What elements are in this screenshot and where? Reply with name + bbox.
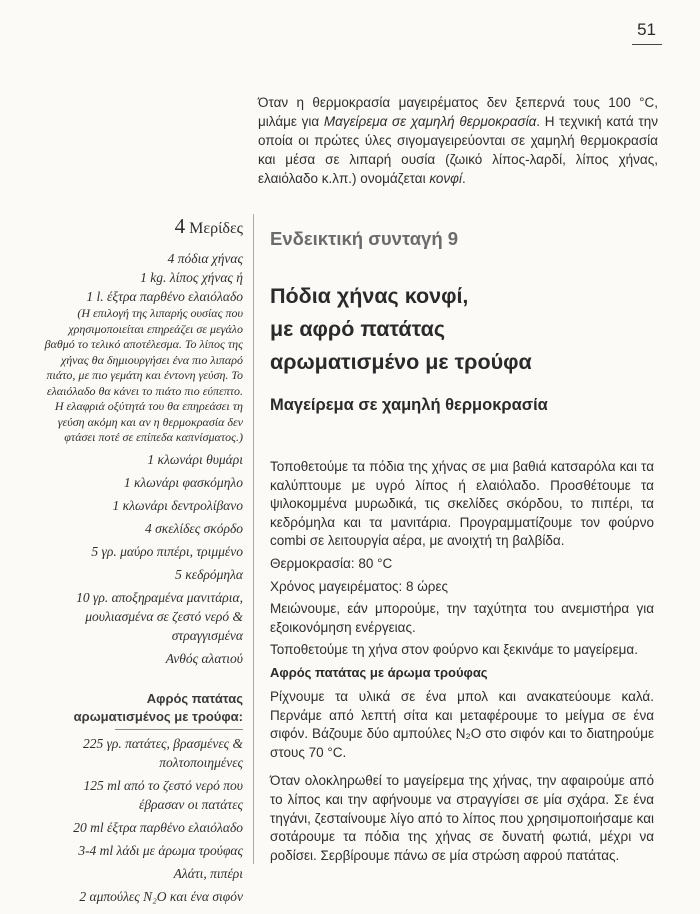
recipe-subtitle: Μαγείρεμα σε χαμηλή θερμοκρασία [270, 396, 548, 414]
intro-text-3: . [461, 171, 466, 186]
ingredient-item: 5 γρ. μαύρο πιπέρι, τριμμένο [91, 543, 243, 559]
foam-title-line-2: αρωματισμένος με τρούφα: [73, 708, 243, 724]
ingredient-item: 4 σκελίδες σκόρδο [144, 520, 243, 536]
recipe-title-line-1: Πόδια χήνας κονφί, [270, 284, 469, 308]
ingredient-note: (Η επιλογή της λιπαρής ουσίας που χρησιμοποιείται επηρεάζει σε μεγάλο βαθμό το τελικό αποτέλεσμα. Το λίπος της χήνας θα δημιουργήσει ένα πιο λιπαρό πιάτο, με πιο γεμάτη και έντονη γεύση. Το ελαιόλαδο θα κάνει το πιάτο πιο εύπεπτο. Η ελαφριά οξύτητά του θα επηρεάσει τη γεύση ακόμη και αν η θερμοκρασία δεν φτάσει ποτέ σε επίπεδα καπνίσματος.) [44, 306, 243, 444]
recipe-title-line-3: αρωματισμένο με τρούφα [270, 350, 532, 374]
ingredient-item: 20 ml έξτρα παρθένο ελαιόλαδο [73, 819, 243, 835]
ingredient-item: 1 κλωνάρι φασκόμηλο [123, 474, 243, 490]
ingredient-item: 125 ml από το ζεστό νερό που έβρασαν οι πατάτες [83, 777, 243, 812]
ingredient-item: 3-4 ml λάδι με άρωμα τρούφας [78, 842, 243, 858]
page-number: 51 [637, 20, 656, 39]
ingredient-item: Ανθός αλατιού [165, 650, 243, 666]
ingredient-item: 1 kg. λίπος χήνας ή [140, 270, 243, 285]
intro-text-2: . Η τεχνική κατά την οποία οι πρώτες ύλες σιγομαγειρεύονται σε χαμηλή θερμοκρασία και μέσα σε λιπαρή ουσία (ζωικό λίπος-λαρδί, λίπος χήνας, ελαιόλαδο κ.λπ.) ονομάζεται [258, 114, 658, 186]
ingredient-item: 1 κλωνάρι θυμάρι [147, 451, 243, 467]
recipe-title-line-2: με αφρό πατάτας [270, 317, 446, 341]
foam-title-rule [115, 729, 243, 730]
foam-paragraph: Ρίχνουμε τα υλικά σε ένα μπολ και ανακατεύουμε καλά. Περνάμε από λεπτή σίτα και μεταφέρουμε το μείγμα σε ένα σιφόν. Βάζουμε δύο αμπούλες N₂O στο σιφόν και το διατηρούμε στους 70 °C. [270, 689, 654, 760]
foam-method-section [270, 688, 654, 869]
method-paragraph: Θερμοκρασία: 80 °C [270, 555, 393, 571]
intro-text-1: Όταν η θερμοκρασία μαγειρέματος δεν ξεπερνά τους 100 °C, μιλάμε για [258, 95, 658, 129]
ingredient-item: 2 αμπούλες N₂O και ένα σιφόν [79, 888, 243, 904]
ingredient-item: Αλάτι, πιπέρι [173, 865, 243, 881]
foam-method-heading: Αφρός πατάτας με άρωμα τρούφας [270, 665, 488, 680]
ingredient-item: 1 l. έξτρα παρθένο ελαιόλαδο [86, 289, 243, 304]
intro-paragraph [258, 93, 658, 188]
foam-paragraph: Όταν ολοκληρωθεί το μαγείρεμα της χήνας, την αφαιρούμε από το λίπος και την αφήνουμε να στραγγίσει σε μία σχάρα. Σε ένα τηγάνι, ζεσταίνουμε λίγο από το λίπος που χρησιμοποιήσαμε και σοτάρουμε τα πόδια της χήνας σε δυνατή φωτιά, μέχρι να ροδίσει. Σερβίρουμε πάνω σε μία στρώση αφρού πατάτας. [270, 773, 654, 863]
ingredient-item: 1 κλωνάρι δεντρολίβανο [112, 497, 243, 513]
method-paragraph: Μειώνουμε, εάν μπορούμε, την ταχύτητα του ανεμιστήρα για εξοικονόμηση ενέργειας. [270, 601, 654, 635]
foam-title-line-1: Αφρός πατάτας [146, 690, 243, 706]
ingredient-item: 4 πόδια χήνας [167, 251, 243, 266]
servings-label: Μερίδες [189, 220, 243, 237]
recipe-number-label: Ενδεικτική συνταγή 9 [270, 228, 459, 249]
method-section [270, 458, 654, 664]
servings-number: 4 [174, 214, 186, 238]
recipe-title [270, 280, 670, 379]
method-paragraph: Τοποθετούμε τα πόδια της χήνας σε μια βαθιά κατσαρόλα και τα καλύπτουμε με υγρό λίπος ή ελαιόλαδο. Προσθέτουμε τα ψιλοκομμένα μυρωδικά, τις σκελίδες σκόρδου, το πιπέρι, τα κεδρόμηλα και τα μανιτάρια. Προγραμματίζουμε τον φούρνο combi σε λειτουργία αέρα, με ανοιχτή τη βαλβίδα. [270, 459, 654, 549]
ingredient-item: 10 γρ. αποξηραμένα μανιτάρια, μουλιασμένα σε ζεστό νερό & στραγγισμένα [76, 589, 243, 643]
intro-emphasis-2: κονφί [429, 171, 462, 186]
foam-ingredients-title [40, 690, 243, 726]
method-paragraph: Τοποθετούμε τη χήνα στον φούρνο και ξεκινάμε το μαγείρεμα. [270, 642, 638, 658]
ingredient-item: 5 κεδρόμηλα [175, 566, 243, 582]
ingredient-item: 225 γρ. πατάτες, βρασμένες & πολτοποιημένες [82, 735, 243, 770]
column-divider [253, 214, 254, 864]
ingredients-sidebar [40, 214, 243, 906]
method-paragraph: Χρόνος μαγειρέματος: 8 ώρες [270, 578, 448, 594]
page-number-rule [632, 44, 662, 45]
intro-emphasis-1: Μαγείρεμα σε χαμηλή θερμοκρασία [323, 114, 537, 129]
servings [40, 214, 243, 239]
